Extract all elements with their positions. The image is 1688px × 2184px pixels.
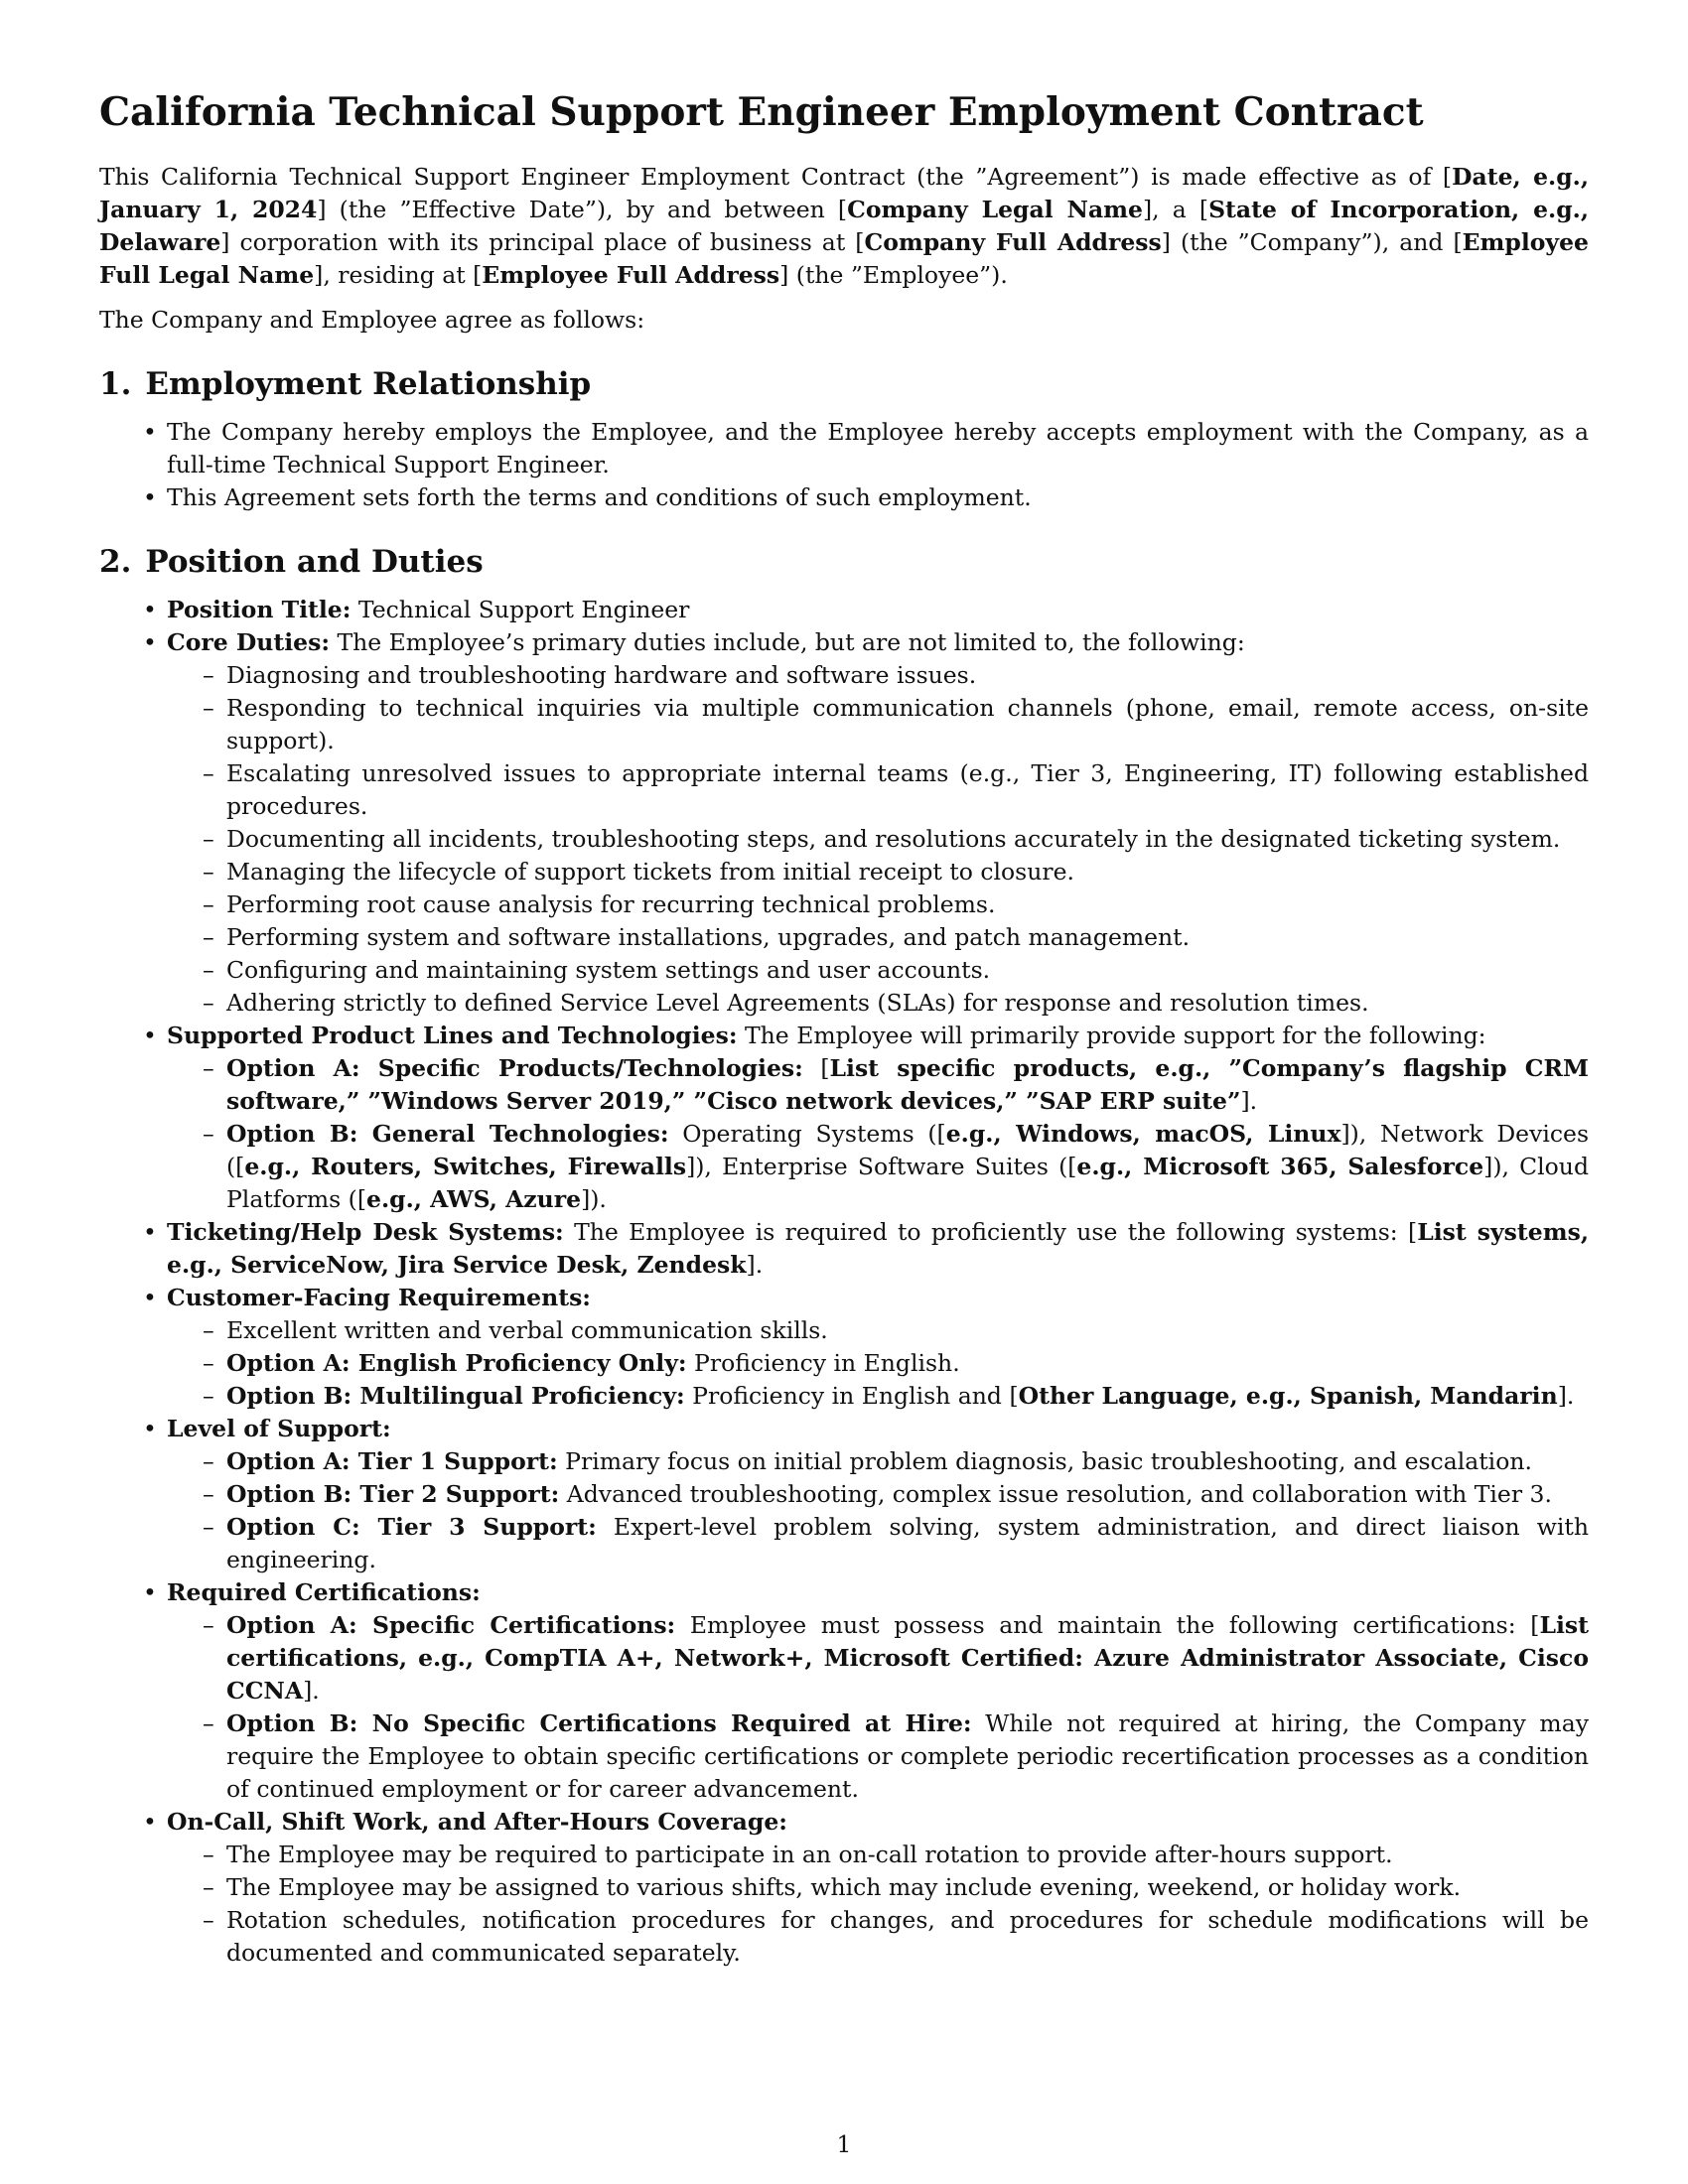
- section-heading: [99, 542, 1589, 582]
- list-item: • This Agreement sets forth the terms and conditions of such employment.: [99, 481, 1589, 514]
- section-heading: [99, 364, 1589, 404]
- sub-list-item: – Excellent written and verbal communication skills.: [167, 1314, 1589, 1347]
- sub-list-item: – Performing system and software installations, upgrades, and patch management.: [167, 921, 1589, 954]
- bold-text: Option A: Tier 1 Support:: [226, 1447, 558, 1475]
- bold-text: Ticketing/Help Desk Systems:: [167, 1218, 564, 1246]
- sub-list-item: – Option A: English Proficiency Only: Proficiency in English.: [167, 1347, 1589, 1380]
- list-item: [99, 1806, 1589, 1970]
- sub-list: [167, 1052, 1589, 1216]
- bold-text: Core Duties:: [167, 628, 330, 656]
- bold-text: Employee Full Legal Name: [99, 228, 1589, 289]
- sub-list: [167, 1609, 1589, 1806]
- agreement-lead-in: The Company and Employee agree as follows:: [99, 306, 645, 334]
- bold-text: Other Language, e.g., Spanish, Mandarin: [1018, 1382, 1558, 1410]
- sub-list-item: – Option B: No Specific Certifications Required at Hire: While not required at hiring, the Company may require the Employee to obtain specific certifications or complete periodic recertification processes as a condition of continued employment or for career advancement.: [167, 1707, 1589, 1806]
- list-item: • Position Title: Technical Support Engineer: [99, 594, 1589, 626]
- bold-text: e.g., Microsoft 365, Salesforce: [1076, 1153, 1484, 1180]
- section-title: Position and Duties: [145, 544, 484, 580]
- sub-list-item: – Managing the lifecycle of support tickets from initial receipt to closure.: [167, 856, 1589, 888]
- bold-text: Option A: Specific Certifications:: [226, 1611, 676, 1639]
- document-title: California Technical Support Engineer Employment Contract: [99, 89, 1424, 135]
- sections-container: [99, 364, 1589, 1970]
- bold-text: List systems, e.g., ServiceNow, Jira Service Desk, Zendesk: [167, 1218, 1589, 1279]
- sub-list-item: – Documenting all incidents, troubleshooting steps, and resolutions accurately in the designated ticketing system.: [167, 823, 1589, 856]
- bold-text: Option C: Tier 3 Support:: [226, 1513, 597, 1541]
- sub-list-item: – Option B: Multilingual Proficiency: Proficiency in English and [Other Language, e.g., Spanish, Mandarin].: [167, 1380, 1589, 1413]
- sub-list-item: – Option A: Specific Certifications: Employee must possess and maintain the following certifications: [List certifications, e.g., CompTIA A+, Network+, Microsoft Certified: Azure Administrator Associate, Cisco CCNA].: [167, 1609, 1589, 1707]
- section-number: 1.: [99, 366, 132, 402]
- bold-text: e.g., Windows, macOS, Linux: [945, 1120, 1341, 1148]
- bold-text: Option B: General Technologies:: [226, 1120, 669, 1148]
- list-item: • Core Duties: The Employee’s primary duties include, but are not limited to, the following: – Diagnosing and troubleshooting hardware and software issues. – Responding to technical inquiries via multiple communication channels (phone, email, remote access, on-site support). – Escalating unresolved issues to appropriate internal teams (e.g., Tier 3, Engineering, IT) following established procedures. – Documenting all incidents, troubleshooting steps, and resolutions accurately in the designated ticketing system. – Managing the lifecycle of support tickets from initial receipt to closure. – Performing root cause analysis for recurring technical problems. – Performing system and software installations, upgrades, and patch management. – Configuring and maintaining system settings and user accounts. – Adhering strictly to defined Service Level Agreements (SLAs) for response and resolution times.: [99, 626, 1589, 1020]
- section-list: [99, 594, 1589, 1970]
- sub-list-item: – The Employee may be required to participate in an on-call rotation to provide after-hours support.: [167, 1839, 1589, 1871]
- section-number: 2.: [99, 544, 132, 580]
- bold-text: Option A: English Proficiency Only:: [226, 1349, 687, 1377]
- sub-list-item: – Responding to technical inquiries via multiple communication channels (phone, email, remote access, on-site support).: [167, 692, 1589, 757]
- list-item: [99, 1576, 1589, 1806]
- section-list: [99, 416, 1589, 514]
- bold-text: Supported Product Lines and Technologies:: [167, 1022, 738, 1049]
- sub-list: [167, 1445, 1589, 1576]
- bold-text: On-Call, Shift Work, and After-Hours Coverage:: [167, 1808, 787, 1836]
- bold-text: Level of Support:: [167, 1415, 391, 1442]
- list-item: • The Company hereby employs the Employee, and the Employee hereby accepts employment with the Company, as a full-time Technical Support Engineer.: [99, 416, 1589, 481]
- sub-list-item: – The Employee may be assigned to various shifts, which may include evening, weekend, or holiday work.: [167, 1871, 1589, 1904]
- sub-list: [167, 659, 1589, 1020]
- bold-text: Customer-Facing Requirements:: [167, 1284, 591, 1311]
- sub-list-item: – Option B: Tier 2 Support: Advanced troubleshooting, complex issue resolution, and collaboration with Tier 3.: [167, 1478, 1589, 1511]
- bold-text: e.g., Routers, Switches, Firewalls: [244, 1153, 687, 1180]
- bold-text: State of Incorporation, e.g., Delaware: [99, 196, 1589, 256]
- section-title: Employment Relationship: [145, 366, 592, 402]
- sub-list-item: – Rotation schedules, notification procedures for changes, and procedures for schedule modifications will be documented and communicated separately.: [167, 1904, 1589, 1970]
- sub-list-item: – Option A: Specific Products/Technologies: [List specific products, e.g., ”Company’s flagship CRM software,” ”Windows Server 2019,” ”Cisco network devices,” ”SAP ERP suite”].: [167, 1052, 1589, 1118]
- document-page: [99, 85, 1589, 1997]
- bold-text: Date, e.g., January 1, 2024: [99, 163, 1590, 223]
- list-item: [99, 1413, 1589, 1576]
- sub-list-item: – Option C: Tier 3 Support: Expert-level problem solving, system administration, and direct liaison with engineering.: [167, 1511, 1589, 1576]
- sub-list-item: – Performing root cause analysis for recurring technical problems.: [167, 888, 1589, 921]
- sub-list: [167, 1839, 1589, 1970]
- bold-text: List certifications, e.g., CompTIA A+, Network+, Microsoft Certified: Azure Administrator Associate, Cisco CCNA: [226, 1611, 1589, 1705]
- bold-text: Company Full Address: [864, 228, 1162, 256]
- sub-list: [167, 1314, 1589, 1413]
- sub-list-item: – Option B: General Technologies: Operating Systems ([e.g., Windows, macOS, Linux]), Network Devices ([e.g., Routers, Switches, Firewalls]), Enterprise Software Suites ([e.g., Microsoft 365, Salesforce]), Cloud Platforms ([e.g., AWS, Azure]).: [167, 1118, 1589, 1216]
- list-item: • Ticketing/Help Desk Systems: The Employee is required to proficiently use the following systems: [List systems, e.g., ServiceNow, Jira Service Desk, Zendesk].: [99, 1216, 1589, 1282]
- list-item: [99, 1282, 1589, 1413]
- bold-text: Option B: Multilingual Proficiency:: [226, 1382, 685, 1410]
- bold-text: Option B: No Specific Certifications Required at Hire:: [226, 1709, 972, 1737]
- sub-list-item: – Adhering strictly to defined Service Level Agreements (SLAs) for response and resolution times.: [167, 987, 1589, 1020]
- page-number: 1: [836, 2130, 852, 2158]
- list-item: • Supported Product Lines and Technologies: The Employee will primarily provide support for the following: – Option A: Specific Products/Technologies: [List specific products, e.g., ”Company’s flagship CRM software,” ”Windows Server 2019,” ”Cisco network devices,” ”SAP ERP suite”]. – Option B: General Technologies: Operating Systems ([e.g., Windows, macOS, Linux]), Network Devices ([e.g., Routers, Switches, Firewalls]), Enterprise Software Suites ([e.g., Microsoft 365, Salesforce]), Cloud Platforms ([e.g., AWS, Azure]).: [99, 1020, 1589, 1216]
- bold-text: Company Legal Name: [847, 196, 1143, 223]
- bold-text: Required Certifications:: [167, 1578, 481, 1606]
- sub-list-item: – Configuring and maintaining system settings and user accounts.: [167, 954, 1589, 987]
- bold-text: e.g., AWS, Azure: [366, 1185, 582, 1213]
- bold-text: Option B: Tier 2 Support:: [226, 1480, 560, 1508]
- bold-text: Employee Full Address: [482, 261, 780, 289]
- bold-text: Option A: Specific Products/Technologies:: [226, 1054, 803, 1082]
- sub-list-item: – Option A: Tier 1 Support: Primary focus on initial problem diagnosis, basic troubleshooting, and escalation.: [167, 1445, 1589, 1478]
- sub-list-item: – Escalating unresolved issues to appropriate internal teams (e.g., Tier 3, Engineering, IT) following established procedures.: [167, 757, 1589, 823]
- sub-list-item: – Diagnosing and troubleshooting hardware and software issues.: [167, 659, 1589, 692]
- bold-text: List specific products, e.g., ”Company’s flagship CRM software,” ”Windows Server 2019,” ”Cisco network devices,” ”SAP ERP suite”: [226, 1054, 1590, 1115]
- intro-paragraph: This California Technical Support Engineer Employment Contract (the ”Agreement”) is made effective as of [Date, e.g., January 1, 2024] (the ”Effective Date”), by and between [Company Legal Name], a [State of Incorporation, e.g., Delaware] corporation with its principal place of business at [Company Full Address] (the ”Company”), and [Employee Full Legal Name], residing at [Employee Full Address] (the ”Employee”).: [99, 163, 1590, 289]
- bold-text: Position Title:: [167, 596, 352, 623]
